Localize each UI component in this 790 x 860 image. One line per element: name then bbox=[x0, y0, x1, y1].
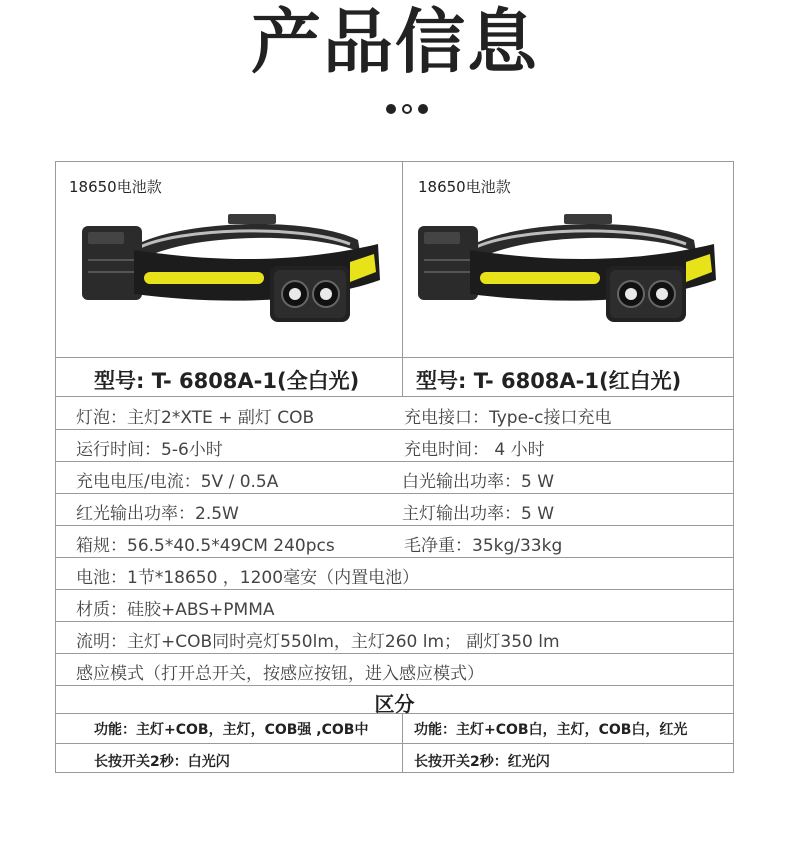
divider bbox=[56, 396, 733, 397]
longpress-red-white: 长按开关2秒：红光闪 bbox=[414, 754, 550, 770]
longpress-white: 长按开关2秒：白光闪 bbox=[94, 754, 230, 770]
divider bbox=[56, 557, 733, 558]
divider bbox=[56, 525, 733, 526]
dot-icon bbox=[418, 104, 428, 114]
spec-red-output: 红光输出功率：2.5W bbox=[76, 504, 239, 524]
spec-white-output: 白光输出功率：5 W bbox=[402, 472, 555, 492]
model-label: 型号: T- 6808A-1(红白光) bbox=[416, 369, 682, 393]
spec-sensor-mode: 感应模式（打开总开关，按感应按钮，进入感应模式） bbox=[76, 664, 484, 684]
divider bbox=[56, 357, 733, 358]
spec-material: 材质：硅胶+ABS+PMMA bbox=[76, 600, 275, 620]
spec-sheet bbox=[55, 161, 734, 773]
spec-charge-voltage: 充电电压/电流：5V / 0.5A bbox=[76, 472, 279, 492]
spec-charge-port: 充电接口：Type-c接口充电 bbox=[404, 408, 612, 428]
divider bbox=[56, 589, 733, 590]
spec-battery: 电池：1节*18650 ，1200毫安（内置电池） bbox=[76, 568, 420, 588]
divider bbox=[56, 493, 733, 494]
divider bbox=[402, 162, 403, 396]
model-label: 型号: T- 6808A-1(全白光) bbox=[94, 369, 360, 393]
divider bbox=[56, 743, 733, 744]
divider bbox=[402, 713, 403, 773]
carousel-dots bbox=[386, 104, 428, 114]
section-title: 区分 bbox=[374, 692, 415, 716]
dot-icon bbox=[386, 104, 396, 114]
battery-label: 18650电池款 bbox=[418, 178, 511, 196]
spec-bulb: 灯泡：主灯2*XTE + 副灯 COB bbox=[76, 408, 315, 428]
spec-charge-time: 充电时间： 4 小时 bbox=[404, 440, 545, 460]
spec-carton: 箱规：56.5*40.5*49CM 240pcs bbox=[76, 536, 335, 556]
spec-runtime: 运行时间：5-6小时 bbox=[76, 440, 223, 460]
page-title: 产品信息 bbox=[251, 1, 539, 83]
headlamp-image bbox=[414, 210, 720, 336]
divider bbox=[56, 621, 733, 622]
functions-red-white: 功能：主灯+COB白，主灯，COB白，红光 bbox=[414, 722, 688, 738]
dot-icon bbox=[402, 104, 412, 114]
divider bbox=[56, 685, 733, 686]
spec-lumen: 流明：主灯+COB同时亮灯550lm，主灯260 lm； 副灯350 lm bbox=[76, 632, 560, 652]
spec-weight: 毛净重：35kg/33kg bbox=[404, 536, 563, 556]
battery-label: 18650电池款 bbox=[69, 178, 162, 196]
divider bbox=[56, 653, 733, 654]
headlamp-image bbox=[78, 210, 384, 336]
functions-white: 功能：主灯+COB，主灯，COB强 ,COB中 bbox=[94, 722, 369, 738]
divider bbox=[56, 461, 733, 462]
spec-main-output: 主灯输出功率：5 W bbox=[402, 504, 555, 524]
divider bbox=[56, 429, 733, 430]
